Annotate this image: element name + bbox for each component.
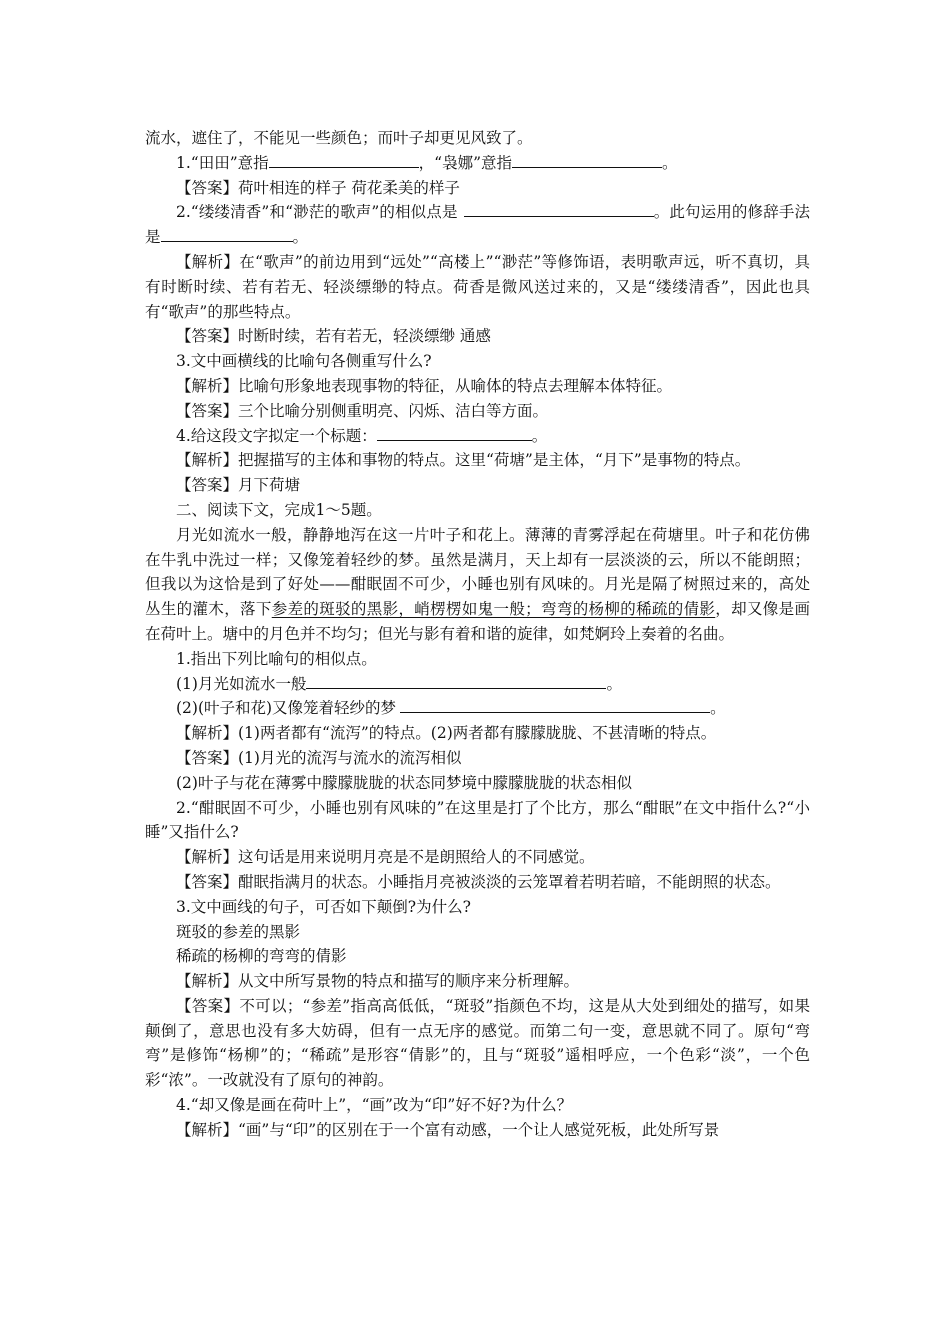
section-heading: 二、阅读下文，完成1～5题。 [176, 500, 382, 519]
document-page [145, 126, 810, 1143]
question-text: 。 [292, 228, 309, 247]
answer-blank[interactable] [512, 151, 662, 168]
analysis: 【解析】(1)两者都有“流泻”的特点。(2)两者都有朦朦胧胧、不甚清晰的特点。 [176, 724, 717, 743]
answer: 【答案】荷叶相连的样子 荷花柔美的样子 [176, 178, 460, 197]
question-4 [145, 424, 810, 449]
question-text: 。此句运用 [653, 203, 732, 222]
question-text: 4.给这段文字拟定一个标题： [176, 426, 377, 445]
analysis: 【解析】“画”与“印”的区别在于一个富有动感，一个让人感觉死板，此处所写景 [176, 1120, 720, 1139]
answer-blank[interactable] [377, 424, 532, 441]
analysis: 【解析】从文中所写景物的特点和描写的顺序来分析理解。 [176, 972, 580, 991]
question-1: 1.指出下列比喻句的相似点。 [176, 649, 377, 668]
analysis: 【解析】这句话是用来说明月亮是不是朗照给人的不同感觉。 [176, 848, 595, 867]
question-text: 的修辞手法是 [145, 203, 810, 247]
answer: 【答案】酣眠指满月的状态。小睡指月亮被淡淡的云笼罩着若明若暗，不能朗照的状态。 [176, 872, 781, 891]
answer: 【答案】时断时续，若有若无，轻淡缥缈 通感 [176, 327, 491, 346]
question-text: 。 [531, 426, 548, 445]
question-text: 。 [710, 699, 726, 718]
analysis: 【解析】在“歌声”的前边用到“远处”“高楼上”“渺茫”等修饰语，表明歌声远，听不真切，具有时断时续、若有若无、轻淡缥缈的特点。荷香是微风送过来的，又是“缕缕清香”，因此也具有“歌声”的那些特点。 [145, 252, 810, 321]
question-2: 2.“酣眠固不可少，小睡也别有风味的”在这里是打了个比方，那么“酣眠”在文中指什么?“小睡”又指什么? [145, 798, 810, 842]
question-1 [145, 151, 810, 176]
question-4: 4.“却又像是画在荷叶上”，“画”改为“印”好不好?为什么？ [176, 1096, 573, 1115]
underlined-sentence: 参差的斑驳的黑影，峭楞楞如鬼一般；弯弯的杨柳的稀疏的倩影 [271, 600, 716, 619]
sub-question [145, 672, 810, 697]
answer: 【答案】三个比喻分别侧重明亮、闪烁、洁白等方面。 [176, 401, 549, 420]
question-text: 。 [662, 153, 678, 172]
example-line: 斑驳的参差的黑影 [176, 922, 301, 941]
sub-question [145, 696, 810, 721]
question-3: 3.文中画横线的比喻句各侧重写什么? [176, 352, 432, 371]
answer: 【答案】月下荷塘 [176, 476, 301, 495]
question-2 [145, 200, 810, 250]
question-3: 3.文中画线的句子，可否如下颠倒?为什么? [176, 897, 471, 916]
answer: 【答案】不可以；“参差”指高高低低，“斑驳”指颜色不均，这是从大处到细处的描写，如果颠倒了，意思也没有多大妨碍，但有一点无序的感觉。而第二句一变，意思就不同了。原句“弯弯”是修饰“杨柳”的；“稀疏”是形容“倩影”的，且与“斑驳”遥相呼应，一个色彩“淡”，一个色彩“浓”。一改就没有了原句的神韵。 [145, 996, 810, 1090]
passage-text: ，却又像是画在荷叶上。塘中的月色并不均匀；但光与影有着和谐的旋律，如梵婀玲上奏着的名曲。 [145, 600, 810, 643]
passage-text: 月光如流水一般，静静地泻在这一片叶子和花上。薄薄的青雾浮起在荷塘里。叶子和花仿佛在牛乳中洗过一样；又像笼着轻纱的梦。虽然是满月，天上却有一层淡淡的云，所以不能朗照；但我以为这恰是到了好处——酣眠固不可少，小睡也别有风味的。月光是隔了树照过来的，高处丛生的灌木，落下 [145, 525, 810, 619]
question-text: 1.“田田”意指 [176, 153, 269, 172]
answer: 【答案】(1)月光的流泻与流水的流泻相似 [176, 748, 462, 767]
answer-blank[interactable] [306, 672, 606, 689]
question-text: 。 [606, 674, 622, 693]
analysis: 【解析】把握描写的主体和事物的特点。这里“荷塘”是主体，“月下”是事物的特点。 [176, 451, 751, 470]
example-line: 稀疏的杨柳的弯弯的倩影 [176, 947, 347, 966]
question-text: (2)(叶子和花)又像笼着轻纱的梦 [176, 699, 397, 718]
question-text: (1)月光如流水一般 [176, 674, 307, 693]
answer: (2)叶子与花在薄雾中朦朦胧胧的状态同梦境中朦朦胧胧的状态相似 [176, 773, 632, 792]
question-text: ，“袅娜”意指 [418, 153, 512, 172]
answer-blank[interactable] [269, 151, 419, 168]
paragraph-continued: 流水，遮住了，不能见一些颜色；而叶子却更见风致了。 [145, 129, 533, 147]
answer-blank[interactable] [161, 225, 293, 242]
answer-blank[interactable] [400, 696, 710, 713]
question-text: 2.“缕缕清香”和“渺茫的歌声”的相似点是 [176, 203, 458, 222]
analysis: 【解析】比喻句形象地表现事物的特征，从喻体的特点去理解本体特征。 [176, 376, 673, 395]
reading-passage [145, 523, 810, 647]
answer-blank[interactable] [464, 200, 654, 217]
